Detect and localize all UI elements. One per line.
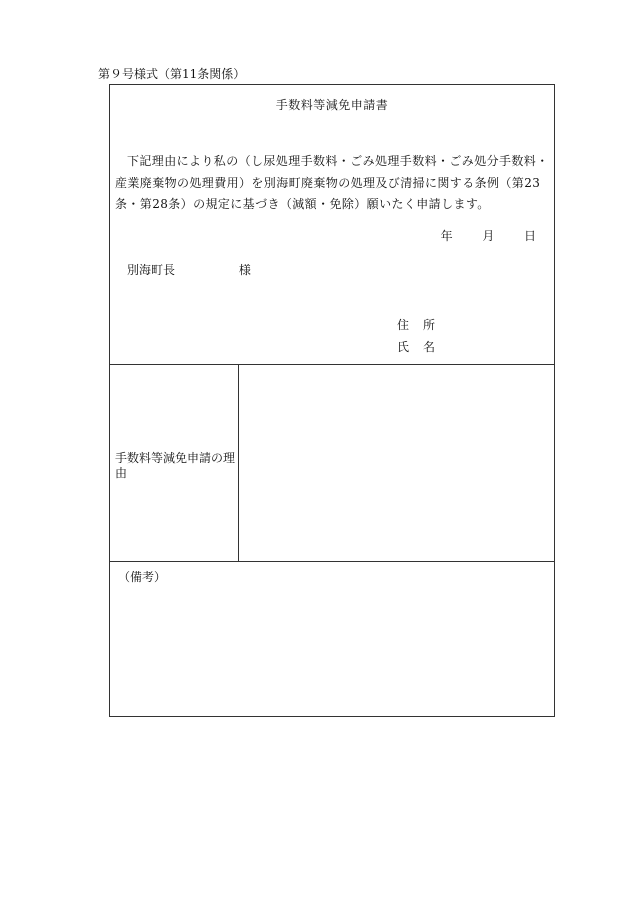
addressee-name: 別海町長	[127, 263, 176, 277]
date-day-label: 日	[523, 229, 536, 243]
name-label-char-2: 名	[423, 340, 436, 354]
applicant-address-row	[397, 314, 435, 336]
date-year-label: 年	[440, 229, 453, 243]
reason-label-cell	[110, 365, 239, 561]
notes-section[interactable]	[110, 562, 554, 716]
name-label-char-1: 氏	[397, 340, 410, 354]
application-header-section	[110, 85, 554, 365]
notes-label: （備考）	[118, 570, 167, 584]
applicant-block	[397, 314, 435, 358]
applicant-name-row	[397, 336, 435, 358]
address-label-char-1: 住	[397, 318, 410, 332]
addressee-honorific: 様	[238, 263, 251, 277]
date-line	[441, 228, 536, 244]
application-statement: 下記理由により私の（し尿処理手数料・ごみ処理手数料・ごみ処分手数料・産業廃棄物の処理費用）を別海町廃棄物の処理及び清掃に関する条例（第23条・第28条）の規定に基づき（減額・免除）願いたく申請します。	[115, 154, 549, 211]
address-label-char-2: 所	[423, 318, 436, 332]
form-number: 第９号様式（第11条関係）	[98, 67, 246, 81]
date-month-label: 月	[482, 229, 495, 243]
reason-entry-field[interactable]	[239, 365, 554, 561]
addressee	[127, 262, 251, 278]
application-form	[109, 84, 555, 717]
form-title: 手数料等減免申請書	[275, 98, 389, 112]
reason-label: 手数料等減免申請の理由	[115, 451, 236, 480]
reason-section	[110, 365, 554, 562]
